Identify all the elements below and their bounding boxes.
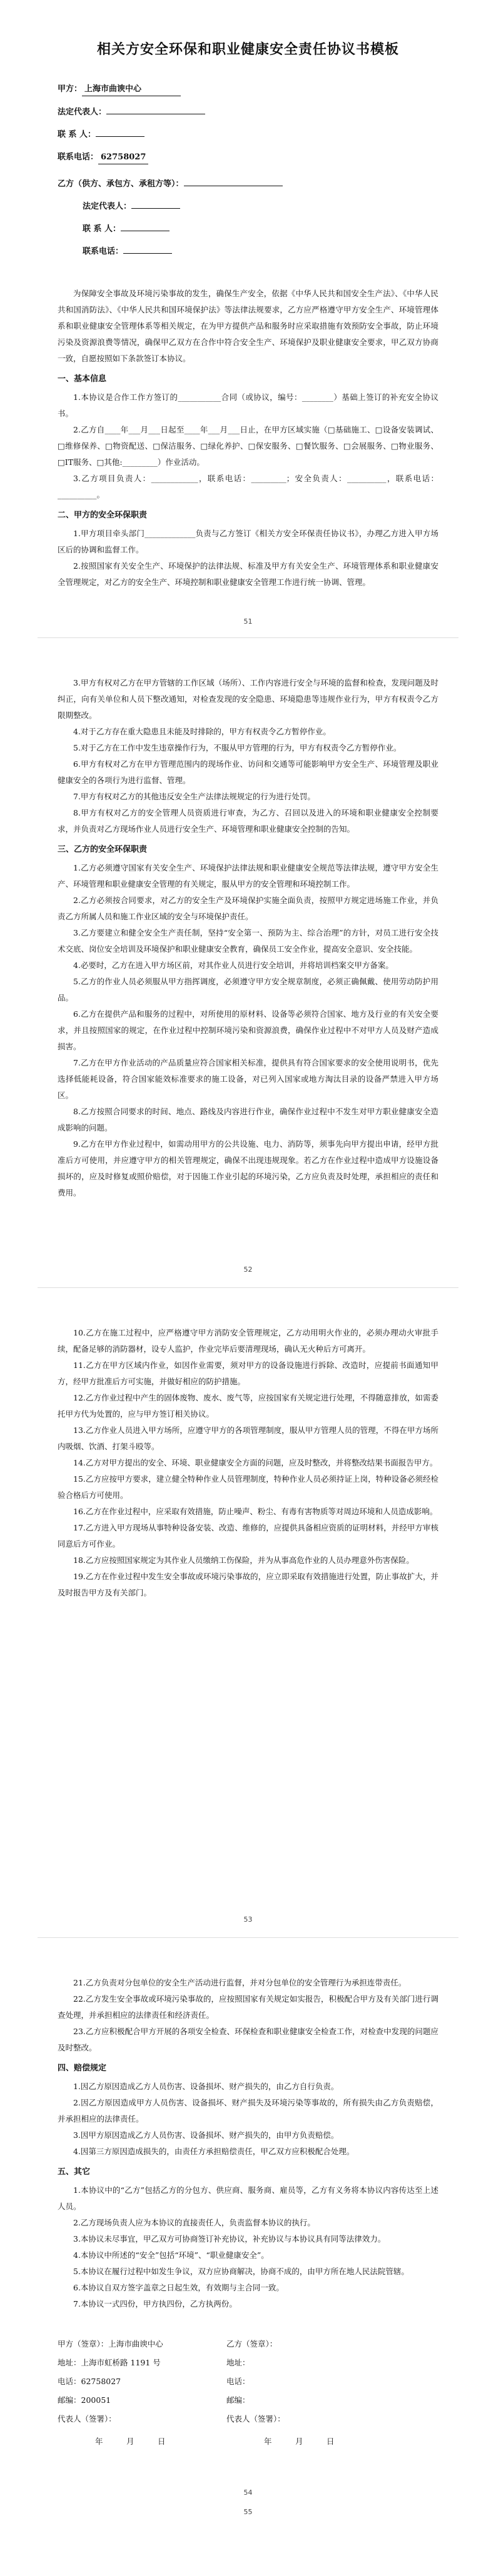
section-paragraph: 12.乙方作业过程中产生的固体废物、废水、废气等，应按国家有关规定进行处理，不得随意排放，如需委托甲方代为处置的，应与甲方签订相关协议。: [58, 1393, 438, 1419]
page-3-content: [58, 1325, 438, 1601]
party-b-contact-line: [58, 223, 438, 236]
sig-a-rep-label: 代表人（签署）：: [58, 2414, 116, 2424]
sig-a-addr: 上海市虹桥路 1191 号: [81, 2358, 161, 2367]
section-paragraph: 11.乙方在甲方区域内作业，如因作业需要，须对甲方的设备设施进行拆除、改造时，应提前书面通知甲方，经甲方批准后方可实施，并做好相应的防护措施。: [58, 1360, 438, 1386]
section-paragraph: 5.本协议在履行过程中如发生争议，双方应协商解决，协商不成的，由甲方所在地人民法院管辖。: [73, 2267, 409, 2276]
section-paragraph: 7.甲方有权对乙方的其他违反安全生产法律法规规定的行为进行处罚。: [73, 792, 315, 801]
page-number-end: 55: [243, 2508, 253, 2516]
section-heading: 四、赔偿规定: [58, 2064, 107, 2073]
section-paragraph: 4.本协议中所述的“安全”包括“环境”、“职业健康安全”。: [73, 2250, 269, 2260]
sig-a-zip-label: 邮编：: [58, 2395, 81, 2405]
section-paragraph: 10.乙方在施工过程中，应严格遵守甲方消防安全管理规定，乙方动用明火作业的，必须办理动火审批手续，配备足够的消防器材，设专人监护，作业完毕后要清理现场，确认无火种后方可离开。: [58, 1328, 438, 1354]
party-b-contact-label: 联 系 人：: [83, 224, 121, 234]
party-b-rep-blank: [131, 208, 180, 209]
section-paragraph: 2.按照国家有关安全生产、环境保护的法律法规、标准及甲方有关安全生产、环境管理体系和职业健康安全管理规定，对乙方的安全生产、环境控制和职业健康安全管理工作进行统一协调、管理。: [58, 561, 438, 587]
section-heading: 三、乙方的安全环保职责: [58, 845, 148, 854]
party-a-contact-label: 联 系 人：: [58, 130, 96, 139]
page-number: 53: [243, 1915, 253, 1924]
page-4-content: [58, 1975, 438, 2516]
section-paragraph: 6.乙方在提供产品和服务的过程中，对所使用的原材料、设备等必须符合国家、地方及行业的有关安全要求，并且按照国家的规定，在作业过程中控制环境污染和资源浪费，确保作业过程中不对甲方人员及财产造成损害。: [58, 1009, 438, 1051]
sig-b-date: 年 月 日: [264, 2437, 335, 2446]
section-paragraph: 8.甲方有权对乙方的安全管理人员资质进行审查，为乙方、召回以及进入的环境和职业健康安全控制要求，并负责对乙方现场作业人员进行安全生产、环境管理和职业健康安全控制的告知。: [58, 808, 438, 834]
document-page-2: [0, 637, 496, 1287]
page-divider: [38, 637, 458, 638]
section-paragraph: 23.乙方应积极配合甲方开展的各项安全检查、环保检查和职业健康安全检查工作，对检查中发现的问题应及时整改。: [58, 2027, 438, 2052]
page-divider: [38, 1937, 458, 1938]
party-b-rep-line: [58, 201, 438, 213]
section-paragraph: 14.乙方对甲方提出的安全、环境、职业健康安全方面的问题，应及时整改，并将整改结果书面报告甲方。: [73, 1458, 438, 1467]
intro-paragraph: 为保障安全事故及环境污染事故的发生，确保生产安全，依据《中华人民共和国安全生产法》、《中华人民共和国消防法》、《中华人民共和国环境保护法》等法律法规要求，乙方应严格遵守甲方安全生产、环境管理体系和职业健康安全管理体系等相关规定，在为甲方提供产品和服务时应采取措施有效预防安全事故，防止环境污染及资源浪费等情况，确保甲乙双方在合作中符合安全生产、环境保护及职业健康安全要求，甲乙双方协商一致，自愿按照如下条款签订本协议。: [58, 289, 438, 363]
section-paragraph: 5.乙方的作业人员必须服从甲方指挥调度，必须遵守甲方安全规章制度，必须正确佩戴、使用劳动防护用品。: [58, 977, 438, 1002]
section-paragraph: 7.乙方在甲方作业活动的产品质量应符合国家相关标准，提供具有符合国家要求的安全使用说明书，优先选择低能耗设备，符合国家能效标准要求的施工设备，对已列入国家或地方淘汰目录的设备严禁进入甲方场区。: [58, 1058, 438, 1100]
sig-a-tel-label: 电话：: [58, 2377, 81, 2386]
party-a-label: 甲方：: [58, 84, 83, 94]
party-b-line: [58, 178, 438, 191]
section-paragraph: 1.甲方项目牵头部门_____________负责与乙方签订《相关方安全环保责任协议书》，办理乙方进入甲方场区后的协调和监督工作。: [58, 529, 438, 554]
section-paragraph: 4.因第三方原因造成损失的，由责任方承担赔偿责任，甲乙双方应积极配合处理。: [73, 2147, 355, 2156]
party-a-phone-label: 联系电话：: [58, 152, 99, 162]
section-paragraph: 3.乙方项目负责人：____________，联系电话：_________；安全负责人：__________，联系电话：__________。: [58, 474, 438, 499]
sig-a-zip-value: 200051: [81, 2395, 111, 2405]
section-paragraph: 2.乙方自____年___月___日起至____年___月___日止，在甲方区域实施（□基础施工、□设备安装调试、□维修保养、□物资配送、□保洁服务、□绿化养护、□保安服务、□餐饮服务、□会展服务、□物业服务、□IT服务、□其他:_________）作业活动。: [58, 425, 438, 467]
sig-b-zip-label: 邮编：: [226, 2395, 250, 2405]
section-paragraph: 4.必要时，乙方在进入甲方场区前，对其作业人员进行安全培训，并将培训档案交甲方备案。: [73, 961, 393, 970]
section-paragraph: 2.乙方必须按合同要求，对乙方的安全生产及环境保护实施全面负责，按照甲方规定进场施工作业，并负责乙方所属人员和施工作业区域的安全与环境保护责任。: [58, 896, 438, 921]
page-number: 52: [243, 1266, 253, 1274]
sig-a-addr-label: 地址：: [58, 2358, 81, 2367]
section-paragraph: 3.因甲方原因造成乙方人员伤害、设备损坏、财产损失的，由甲方负责赔偿。: [73, 2130, 339, 2140]
section-paragraph: 3.本协议未尽事宜，甲乙双方可协商签订补充协议，补充协议与本协议具有同等法律效力。: [73, 2234, 386, 2244]
signature-block: [58, 2335, 438, 2451]
section-paragraph: 1.本协议是合作工作方签订的___________合同（或协议，编号：________）基础上签订的补充安全协议书。: [58, 392, 438, 418]
party-b-phone-label: 联系电话：: [83, 247, 124, 256]
section-paragraph: 2.乙方现场负责人应为本协议的直接责任人，负责监督本协议的执行。: [73, 2218, 315, 2227]
section-paragraph: 3.乙方要建立和健全安全生产责任制，坚持“安全第一、预防为主、综合治理”的方针，对员工进行安全技术交底、岗位安全培训及环境保护和职业健康安全教育，确保员工安全作业，提高安全意识、安全技能。: [58, 928, 438, 954]
party-a-contact-blank: [96, 136, 144, 137]
page-1-content: [58, 39, 438, 591]
page-divider: [38, 1287, 458, 1288]
section-paragraph: 7.本协议一式四份，甲方执四份，乙方执两份。: [73, 2299, 237, 2309]
section-paragraph: 15.乙方应按甲方要求，建立健全特种作业人员管理制度，特种作业人员必须持证上岗，特种设备必须经检验合格后方可使用。: [58, 1474, 438, 1500]
sig-b-tel-label: 电话：: [226, 2377, 250, 2386]
party-b-rep-label: 法定代表人：: [83, 202, 132, 211]
sig-a-date: 年 月 日: [95, 2437, 166, 2446]
section-paragraph: 6.本协议自双方签字盖章之日起生效，有效期与主合同一致。: [73, 2283, 284, 2292]
party-b-label: 乙方（供方、承包方、承租方等）：: [58, 179, 184, 189]
sig-date-row: [58, 2432, 438, 2451]
page-number: 51: [243, 617, 253, 626]
section-paragraph: 13.乙方作业人员进入甲方场所，应遵守甲方的各项管理制度，服从甲方管理人员的管理，不得在甲方场所内吸烟、饮酒、打架斗殴等。: [58, 1425, 438, 1451]
sig-a-tel-value: 62758027: [81, 2377, 121, 2386]
party-a-line: [58, 83, 438, 96]
page-number: 54: [243, 2489, 253, 2497]
section-paragraph: 1.本协议中的“乙方”包括乙方的分包方、供应商、服务商、雇员等，乙方有义务将本协议内容传达至上述人员。: [58, 2185, 438, 2211]
section-paragraph: 18.乙方应按照国家规定为其作业人员缴纳工伤保险，并为从事高危作业的人员办理意外伤害保险。: [73, 1555, 414, 1565]
section-heading: 一、基本信息: [58, 374, 107, 384]
section-paragraph: 22.乙方发生安全事故或环境污染事故的，应按照国家有关规定如实报告，积极配合甲方及有关部门进行调查处理，并承担相应的法律责任和经济责任。: [58, 1994, 438, 2020]
party-a-name: 上海市曲谀中心: [82, 83, 181, 96]
party-a-phone-line: [58, 151, 438, 164]
sig-b-addr-label: 地址：: [226, 2358, 250, 2367]
party-b-phone-line: [58, 246, 438, 258]
party-a-rep-line: [58, 106, 438, 119]
section-paragraph: 19.乙方在作业过程中发生安全事故或环境污染事故的，应立即采取有效措施进行处置，防止事故扩大，并及时报告甲方及有关部门。: [58, 1572, 438, 1597]
section-paragraph: 1.因乙方原因造成乙方人员伤害、设备损坏、财产损失的，由乙方自行负责。: [73, 2082, 339, 2091]
section-heading: 五、其它: [58, 2167, 91, 2177]
sig-a-party: [58, 2335, 226, 2354]
document-page-4: [0, 1937, 496, 2576]
sig-a-label: 甲方（签章）：: [58, 2339, 109, 2349]
sig-a-zip: [58, 2391, 226, 2410]
section-paragraph: 16.乙方在作业过程中，应采取有效措施，防止噪声、粉尘、有毒有害物质等对周边环境和人员造成影响。: [73, 1507, 438, 1516]
section-paragraph: 6.甲方有权对乙方在甲方管理范围内的现场作业、访问和交通等可能影响甲方安全生产、环境管理及职业健康安全的各项行为进行监督、管理。: [58, 759, 438, 785]
section-paragraph: 17.乙方进入甲方现场从事特种设备安装、改造、维修的，应提供具备相应资质的证明材料，并经甲方审核同意后方可作业。: [58, 1523, 438, 1549]
section-heading: 二、甲方的安全环保职责: [58, 511, 148, 520]
party-a-phone: 62758027: [98, 151, 148, 164]
section-paragraph: 2.因乙方原因造成甲方人员伤害、设备损坏、财产损失及环境污染等事故的，所有损失由乙方负责赔偿，并承担相应的法律责任。: [58, 2098, 438, 2124]
document-page-1: [0, 0, 496, 637]
sig-b-label: 乙方（签章）：: [226, 2339, 278, 2349]
party-a-contact-line: [58, 129, 438, 141]
section-paragraph: 3.甲方有权对乙方在甲方管辖的工作区域（场所）、工作内容进行安全与环境的监督和检查，发现问题及时纠正，向有关单位和人员下整改通知，对检查发现的安全隐患、环境隐患等违规作业行为，甲方有权责令乙方限期整改。: [58, 678, 438, 720]
party-a-rep-label: 法定代表人：: [58, 107, 107, 117]
sig-b-rep-label: 代表人（签署）：: [226, 2414, 285, 2424]
section-paragraph: 5.对于乙方在工作中发生违章操作行为，不服从甲方管理的行为，甲方有权责令乙方暂停作业。: [73, 743, 402, 752]
document-title: 相关方安全环保和职业健康安全责任协议书模板: [96, 41, 399, 57]
sig-a-name: 上海市曲谀中心: [108, 2339, 163, 2349]
section-paragraph: 8.乙方按照合同要求的时间、地点、路线及内容进行作业，确保作业过程中不发生对甲方职业健康安全造成影响的问题。: [58, 1107, 438, 1132]
sig-a-address: [58, 2354, 226, 2372]
sig-a-tel: [58, 2372, 226, 2391]
section-paragraph: 1.乙方必须遵守国家有关安全生产、环境保护法律法规和职业健康安全规范等法律法规，遵守甲方安全生产、环境管理和职业健康安全管理的有关规定，服从甲方的安全管理和环境控制工作。: [58, 863, 438, 889]
document-page-3: [0, 1287, 496, 1937]
section-paragraph: 21.乙方负责对分包单位的安全生产活动进行监督，并对分包单位的安全管理行为承担连带责任。: [73, 1978, 407, 1987]
section-paragraph: 4.对于乙方存在重大隐患且未能及时排除的，甲方有权责令乙方暂停作业。: [73, 727, 331, 736]
section-paragraph: 9.乙方在甲方作业过程中，如需动用甲方的公共设施、电力、消防等，须事先向甲方提出申请，经甲方批准后方可使用，并应遵守甲方的相关管理规定，确保不出现违规现象。若乙方在作业过程中造成甲方设施设备损坏的，应及时修复或照价赔偿，对于因施工作业引起的环境污染，乙方应负责及时处理，承担相应的责任和费用。: [58, 1139, 438, 1197]
page-2-content: [58, 675, 438, 1201]
party-b-phone-blank: [123, 253, 172, 254]
